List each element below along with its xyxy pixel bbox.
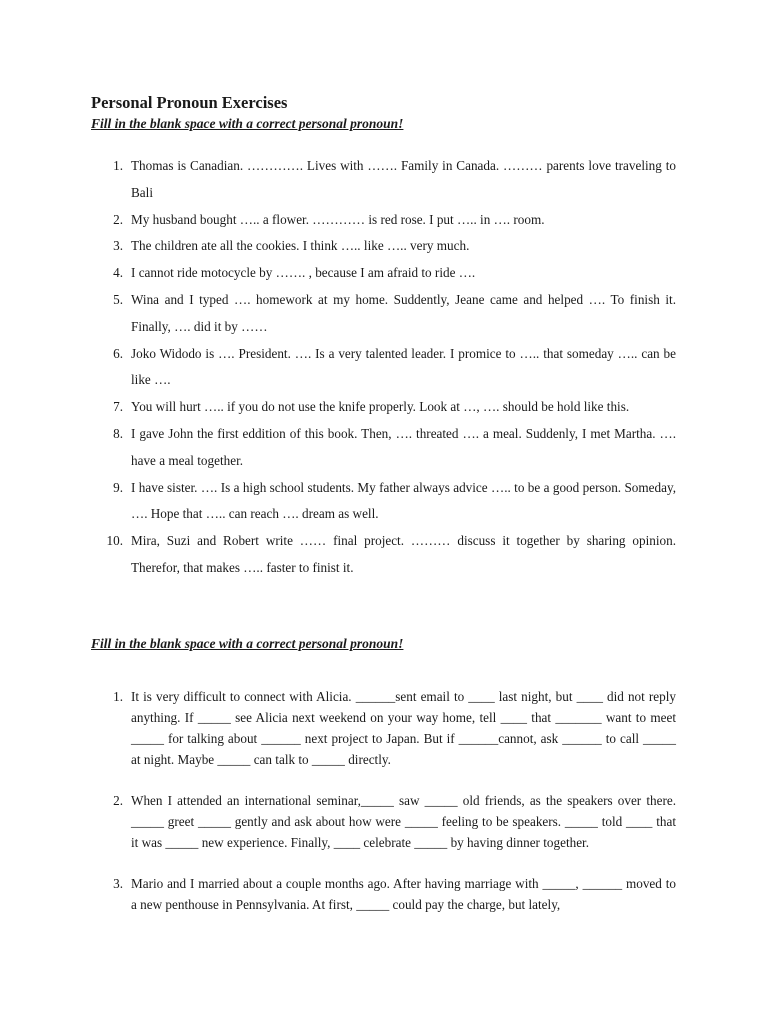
list-item (91, 260, 676, 287)
list-item (91, 287, 676, 341)
list-item (91, 790, 676, 853)
item-text: I cannot ride motocycle by ……. , because I am afraid to ride …. (131, 265, 476, 281)
item-text: Thomas is Canadian. …………. Lives with ……. Family in Canada. ……… parents love traveling to Bali (131, 158, 676, 200)
page-title: Personal Pronoun Exercises (91, 93, 288, 112)
item-number: 4. (113, 265, 123, 281)
item-number: 2. (113, 211, 123, 227)
item-text: My husband bought ….. a flower. ………… is red rose. I put ….. in …. room. (131, 211, 545, 227)
item-number: 3. (113, 238, 123, 254)
item-text: When I attended an international seminar,_____ saw _____ old friends, as the speakers over there. _____ greet _____ gently and ask about how were _____ feeling to be speakers. _____ told ____ that it was _____ new experience. Finally, ____ celebrate _____ by having dinner together. (131, 793, 676, 850)
item-text: It is very difficult to connect with Alicia. ______sent email to ____ last night, but ____ did not reply anything. If _____ see Alicia next weekend on your way home, tell ____ that _______ want to meet _____ for talking about ______ next project to Japan. But if ______cannot, ask ______ to call _____ at night. Maybe _____ can talk to _____ directly. (131, 689, 676, 767)
section2-exercise-list (91, 686, 676, 935)
section1-exercise-list (91, 153, 676, 582)
section2-instruction: Fill in the blank space with a correct personal pronoun! (91, 636, 404, 651)
item-number: 10. (106, 533, 123, 549)
section1-instruction: Fill in the blank space with a correct personal pronoun! (91, 116, 404, 131)
item-text: Mira, Suzi and Robert write …… final project. ……… discuss it together by sharing opinion. Therefor, that makes ….. faster to finist it. (131, 533, 676, 575)
list-item (91, 686, 676, 770)
item-number: 1. (113, 158, 123, 173)
item-text: Joko Widodo is …. President. …. Is a very talented leader. I promice to ….. that someday ….. can be like …. (131, 345, 676, 388)
item-text: Wina and I typed …. homework at my home. Suddently, Jeane came and helped …. To finish it. Finally, …. did it by …… (131, 291, 676, 334)
item-number: 2. (113, 793, 123, 808)
item-text: The children ate all the cookies. I think ….. like ….. very much. (131, 238, 470, 254)
list-item (91, 341, 676, 395)
item-text: You will hurt ….. if you do not use the knife properly. Look at …, …. should be hold like this. (131, 399, 630, 415)
list-item (91, 528, 676, 582)
list-item (91, 475, 676, 529)
list-item (91, 207, 676, 234)
list-item (91, 873, 676, 915)
list-item (91, 153, 676, 207)
item-number: 8. (113, 425, 123, 441)
item-text: I have sister. …. Is a high school students. My father always advice ….. to be a good person. Someday, …. Hope that ….. can reach …. dream as well. (131, 479, 676, 522)
item-number: 3. (113, 876, 123, 891)
list-item (91, 233, 676, 260)
list-item (91, 421, 676, 475)
item-number: 6. (113, 345, 123, 361)
item-number: 9. (113, 479, 123, 495)
item-text: Mario and I married about a couple months ago. After having marriage with _____, ______ moved to a new penthouse in Pennsylvania. At first, _____ could pay the charge, but lately, (131, 876, 676, 912)
item-number: 7. (113, 399, 123, 415)
item-number: 5. (113, 291, 123, 307)
item-text: I gave John the first eddition of this book. Then, …. threated …. a meal. Suddenly, I met Martha. …. have a meal together. (131, 425, 676, 468)
item-number: 1. (113, 689, 123, 704)
list-item (91, 394, 676, 421)
